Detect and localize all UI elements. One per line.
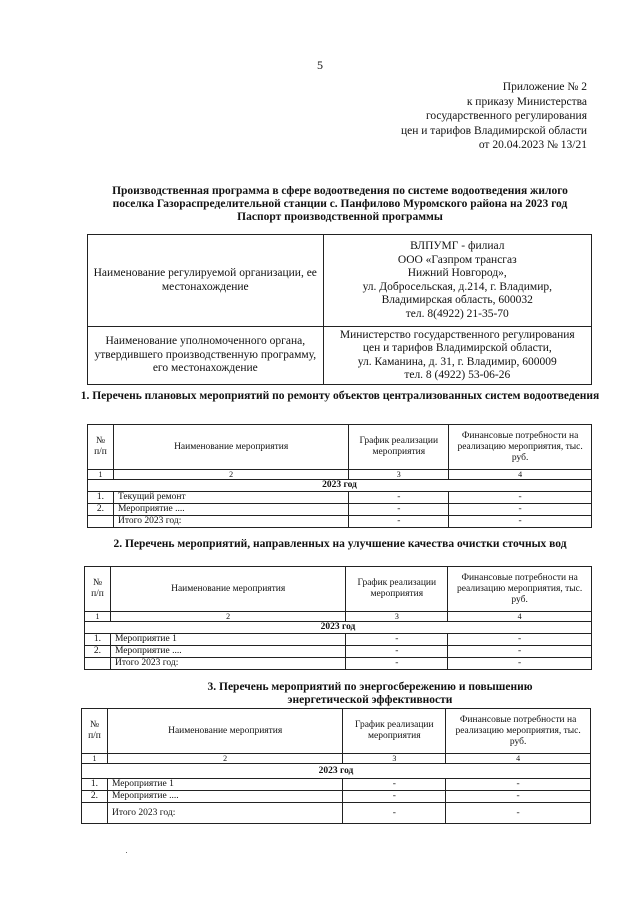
row-number: 1. — [88, 492, 114, 504]
column-numbers-row — [82, 754, 591, 764]
year-label: 2023 год — [82, 764, 591, 779]
appendix-line: Приложение № 2 — [502, 81, 587, 93]
passport-value-line: тел. 8 (4922) 53-06-26 — [404, 369, 511, 381]
total-finance: - — [449, 516, 592, 528]
total-label: Итого 2023 год: — [107, 803, 342, 824]
col-number: 2 — [107, 754, 342, 764]
col-number: 3 — [349, 470, 449, 480]
col-number: 4 — [449, 470, 592, 480]
passport-value — [323, 235, 591, 327]
col-number: 2 — [110, 612, 345, 622]
row-number: 1. — [85, 634, 111, 646]
table-header-row — [88, 425, 592, 470]
total-label: Итого 2023 год: — [113, 516, 348, 528]
row-schedule: - — [349, 492, 449, 504]
passport-value-line: Владимирская область, 600032 — [381, 294, 533, 306]
col-header-schedule: График реализации мероприятия — [343, 709, 446, 754]
col-header-finance: Финансовые потребности на реализацию мероприятия, тыс. руб. — [446, 709, 591, 754]
col-header-schedule: График реализации мероприятия — [346, 567, 448, 612]
total-finance: - — [448, 658, 592, 670]
row-name: Текущий ремонт — [113, 492, 348, 504]
table-row — [85, 646, 592, 658]
events-table-cleaning — [84, 566, 592, 670]
table-row — [85, 634, 592, 646]
table-row — [88, 504, 592, 516]
col-header-number: № п/п — [82, 709, 108, 754]
passport-row — [88, 327, 592, 385]
appendix-line: к приказу Министерства — [466, 95, 587, 108]
title-line: Производственная программа в сфере водоотведения по системе водоотведения жилого — [112, 185, 568, 197]
passport-value-line: ООО «Газпром трансгаз — [397, 253, 517, 266]
title-line: поселка Газораспределительной станции с. Панфилово Муромского района на 2023 год — [112, 198, 568, 210]
col-number: 1 — [82, 754, 108, 764]
table-header-row — [85, 567, 592, 612]
row-name: Мероприятие 1 — [110, 634, 345, 646]
row-schedule: - — [349, 504, 449, 516]
col-header-finance: Финансовые потребности на реализацию мероприятия, тыс. руб. — [449, 425, 592, 470]
row-finance: - — [446, 791, 591, 803]
col-number: 3 — [346, 612, 448, 622]
year-label: 2023 год — [88, 480, 592, 492]
passport-table — [87, 234, 592, 385]
col-number: 4 — [448, 612, 592, 622]
passport-value-line: ВЛПУМГ - филиал — [410, 240, 505, 252]
passport-row — [88, 235, 592, 327]
row-schedule: - — [346, 634, 448, 646]
row-finance: - — [449, 492, 592, 504]
col-header-number: № п/п — [85, 567, 111, 612]
col-header-name: Наименование мероприятия — [110, 567, 345, 612]
row-finance: - — [446, 779, 591, 791]
row-number: 2. — [88, 504, 114, 516]
col-number: 1 — [85, 612, 111, 622]
total-finance: - — [446, 803, 591, 824]
passport-value-line: Нижний Новгород», — [407, 267, 507, 279]
table-header-row — [82, 709, 591, 754]
row-finance: - — [448, 646, 592, 658]
row-name: Мероприятие .... — [107, 791, 342, 803]
col-header-finance: Финансовые потребности на реализацию мероприятия, тыс. руб. — [448, 567, 592, 612]
row-schedule: - — [343, 791, 446, 803]
table-row — [88, 492, 592, 504]
col-number: 1 — [88, 470, 114, 480]
col-number: 2 — [113, 470, 348, 480]
table-row — [82, 779, 591, 791]
year-row — [88, 480, 592, 492]
year-row — [85, 622, 592, 634]
passport-label: Наименование регулируемой организации, ее местонахождение — [88, 235, 324, 327]
passport-label: Наименование уполномоченного органа, утвердившего производственную программу, его местонахождение — [88, 327, 324, 385]
events-table-energy — [81, 708, 591, 824]
row-finance: - — [449, 504, 592, 516]
row-schedule: - — [346, 646, 448, 658]
year-label: 2023 год — [85, 622, 592, 634]
passport-value-line: ул. Добросельская, д.214, г. Владимир, — [362, 280, 552, 293]
col-number: 4 — [446, 754, 591, 764]
row-number: 2. — [85, 646, 111, 658]
section-title: 3. Перечень мероприятий по энергосбережению и повышению энергетической эффективности — [207, 681, 533, 706]
appendix-header — [401, 80, 587, 153]
column-numbers-row — [85, 612, 592, 622]
row-finance: - — [448, 634, 592, 646]
document-title — [80, 185, 600, 224]
section-title: 1. Перечень плановых мероприятий по ремонту объектов централизованных систем водоотведения — [80, 390, 600, 402]
total-label: Итого 2023 год: — [110, 658, 345, 670]
col-number: 3 — [343, 754, 446, 764]
passport-value-line: тел. 8(4922) 21-35-70 — [405, 307, 509, 320]
passport-value — [323, 327, 591, 385]
total-row — [88, 516, 592, 528]
passport-value-line: Министерство государственного регулирования — [339, 328, 575, 341]
total-row — [82, 803, 591, 824]
passport-value-line: ул. Каманина, д. 31, г. Владимир, 600009 — [357, 355, 557, 368]
scan-speck — [126, 852, 127, 853]
row-number: 2. — [82, 791, 108, 803]
total-schedule: - — [346, 658, 448, 670]
year-row — [82, 764, 591, 779]
total-schedule: - — [349, 516, 449, 528]
row-number: 1. — [82, 779, 108, 791]
appendix-line: цен и тарифов Владимирской области — [400, 124, 587, 137]
total-row — [85, 658, 592, 670]
col-header-schedule: График реализации мероприятия — [349, 425, 449, 470]
events-table-repair — [87, 424, 592, 528]
column-numbers-row — [88, 470, 592, 480]
row-name: Мероприятие .... — [113, 504, 348, 516]
appendix-line: государственного регулирования — [425, 110, 587, 122]
col-header-name: Наименование мероприятия — [113, 425, 348, 470]
passport-value-line: цен и тарифов Владимирской области, — [362, 342, 552, 354]
page-number: 5 — [317, 58, 323, 72]
title-line: Паспорт производственной программы — [237, 211, 443, 223]
table-row — [82, 791, 591, 803]
row-name: Мероприятие 1 — [107, 779, 342, 791]
row-name: Мероприятие .... — [110, 646, 345, 658]
col-header-number: № п/п — [88, 425, 114, 470]
total-schedule: - — [343, 803, 446, 824]
col-header-name: Наименование мероприятия — [107, 709, 342, 754]
row-schedule: - — [343, 779, 446, 791]
appendix-line: от 20.04.2023 № 13/21 — [478, 139, 587, 151]
section-title: 2. Перечень мероприятий, направленных на улучшение качества очистки сточных вод — [113, 538, 567, 550]
